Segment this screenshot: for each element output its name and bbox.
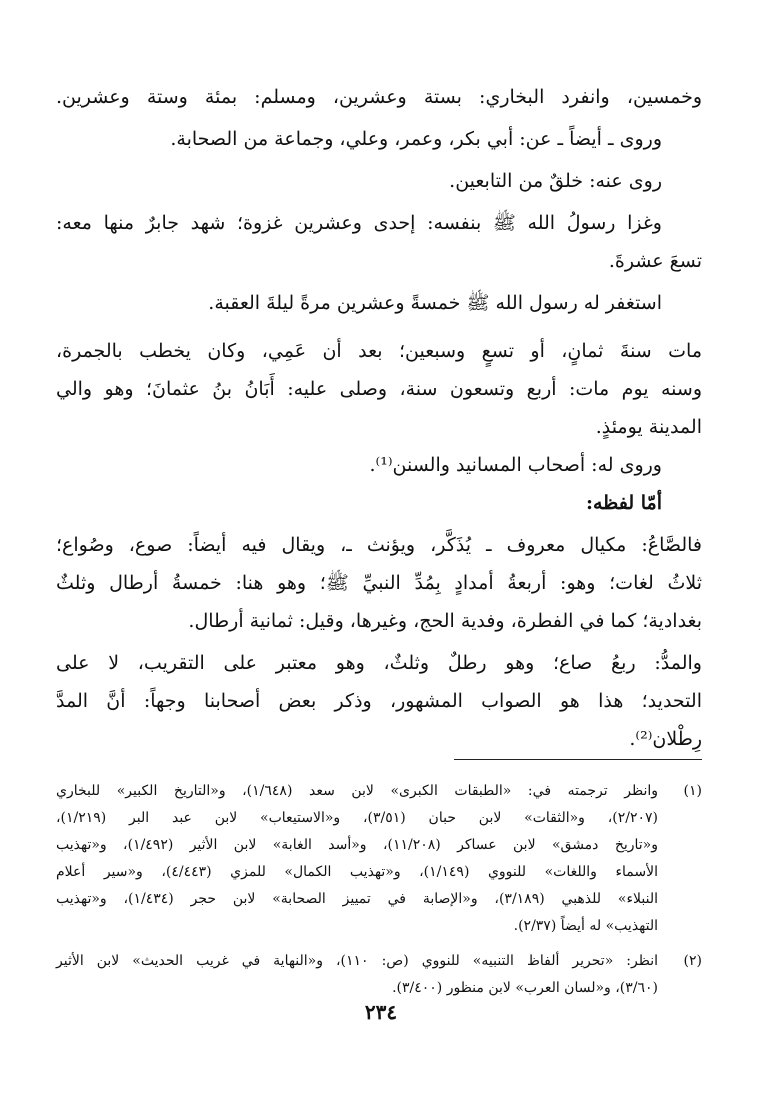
- text-line: بغدادية؛ كما في الفطرة، وفدية الحج، وغيرها، وقيل: ثمانية أرطال.: [188, 610, 702, 632]
- footnote-2: [56, 948, 702, 1002]
- footnote-line: التهذيب» له أيضاً (٢/٣٧).: [513, 918, 658, 934]
- page-number: ٢٣٤: [364, 1000, 398, 1024]
- text-line: استغفر له رسول الله ﷺ خمسةً وعشرين مرةً ليلةَ العقبة.: [208, 292, 662, 314]
- footnote-body: [56, 948, 658, 1002]
- footnote-line: (٣/٦٠)، و«لسان العرب» لابن منظور (٣/٤٠٠).: [392, 980, 658, 996]
- footnote-line: (٢/٢٠٧)، و«الثقات» لابن حبان (٣/٥١)، و«الاستيعاب» لابن عبد البر (١/٢١٩)،: [56, 810, 658, 826]
- text-line: روى عنه: خلقٌ من التابعين.: [449, 170, 662, 192]
- text-line: والمدُّ: ربعُ صاع؛ وهو رطلٌ وثلثٌ، وهو معتبر على التقريب، لا على: [56, 652, 702, 674]
- footnote-line: و«تاريخ دمشق» لابن عساكر (١١/٢٠٨)، و«أسد الغابة» لابن الأثير (١/٤٩٢)، و«تهذيب: [56, 837, 658, 853]
- main-text-block: [56, 78, 702, 758]
- footnote-separator: [454, 759, 702, 760]
- text-line: فالصَّاعُ: مكيال معروف ـ يُذَكَّر، ويؤنث ـ، ويقال فيه أيضاً: صوع، وصُواع؛: [56, 534, 702, 556]
- text-line: وغزا رسولُ الله ﷺ بنفسه: إحدى وعشرين غزوة؛ شهد جابرٌ منها معه:: [56, 212, 662, 234]
- text-line: وسنه يوم مات: أربع وتسعون سنة، وصلى عليه: أَبَانُ بنُ عثمانَ؛ وهو والي: [56, 378, 702, 400]
- footnote-line: وانظر ترجمته في: «الطبقات الكبرى» لابن سعد (١/٦٤٨)، و«التاريخ الكبير» للبخاري: [56, 783, 659, 799]
- text-line: وخمسين، وانفرد البخاري: بستة وعشرين، ومسلم: بمئة وستة وعشرين.: [56, 86, 702, 108]
- footnote-number: (١): [683, 783, 702, 799]
- footnote-line: الأسماء واللغات» للنووي (١/١٤٩)، و«تهذيب الكمال» للمزي (٤/٤٤٣)، و«سير أعلام: [56, 864, 658, 880]
- text-line: وروى له: أصحاب المسانيد والسنن⁽¹⁾.: [369, 454, 662, 476]
- text-line: المدينة يومئذٍ.: [595, 416, 702, 438]
- footnote-1: [56, 778, 702, 940]
- text-line: مات سنةَ ثمانٍ، أو تسعٍ وسبعين؛ بعد أن عَمِي، وكان يخطب بالجمرة،: [56, 340, 702, 362]
- footnote-line: النبلاء» للذهبي (٣/١٨٩)، و«الإصابة في تمييز الصحابة» لابن حجر (١/٤٣٤)، و«تهذيب: [56, 891, 658, 907]
- footnote-number: (٢): [683, 953, 702, 969]
- footnotes: [56, 778, 702, 1010]
- footnote-body: [56, 778, 658, 940]
- section-heading: أمّا لفظه:: [585, 492, 662, 514]
- text-line: التحديد؛ هذا هو الصواب المشهور، وذكر بعض أصحابنا وجهاً: أنَّ المدَّ: [56, 690, 702, 712]
- text-line: تسعَ عشرةَ.: [608, 250, 702, 272]
- footnote-line: انظر: «تحرير ألفاظ التنبيه» للنووي (ص: ١١٠)، و«النهاية في غريب الحديث» لابن الأثير: [56, 953, 658, 969]
- text-line: رِطْلان⁽²⁾.: [629, 728, 702, 750]
- text-line: ثلاثُ لغات؛ وهو: أربعةُ أمدادٍ بِمُدِّ النبيِّ ﷺ؛ وهو هنا: خمسةُ أرطال وثلثٌ: [56, 572, 702, 594]
- text-line: وروى ـ أيضاً ـ عن: أبي بكر، وعمر، وعلي، وجماعة من الصحابة.: [170, 128, 662, 150]
